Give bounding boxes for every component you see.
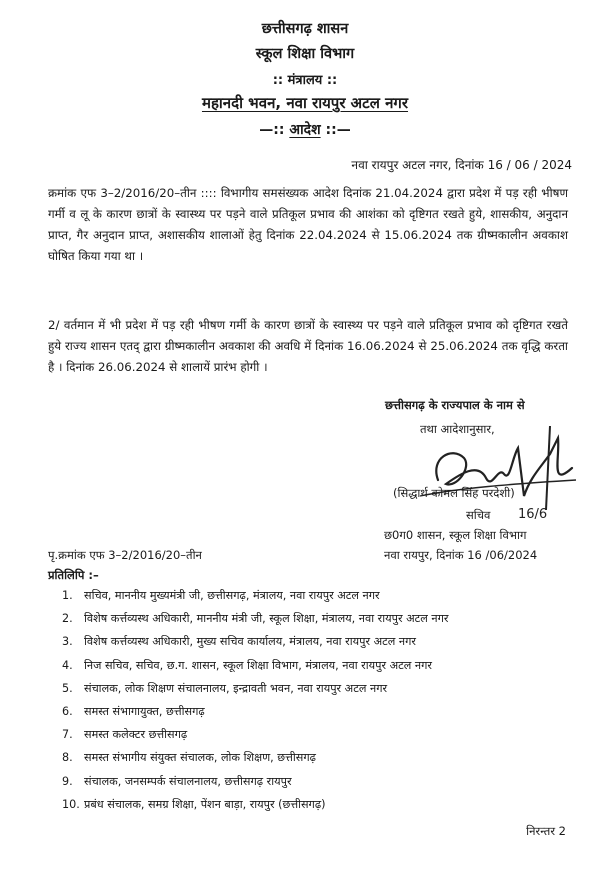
copy-to-label: प्रतिलिपि :– [48, 568, 99, 582]
list-item: 7. समस्त कलेक्टर छत्तीसगढ़ [62, 728, 188, 742]
header-order-title [0, 120, 610, 139]
order-dateline: नवा रायपुर अटल नगर, दिनांक 16 / 06 / 2024 [351, 158, 572, 172]
header-government: छत्तीसगढ़ शासन [261, 21, 349, 37]
order-title-prefix: —:: [259, 122, 290, 138]
order-paragraph-1: क्रमांक एफ 3–2/2016/20–तीन :::: विभागीय समसंख्यक आदेश दिनांक 21.04.2024 द्वारा प्रदेश में पड़ रही भीषण गर्मी व लू के कारण छात्रों के स्वास्थ्य पर पड़ने वाले प्रतिकूल प्रभाव की आशंका को दृष्टिगत रखते हुये, शासकीय, अनुदान प्राप्त, गैर अनुदान प्राप्त, अशासकीय शालाओं हेतु दिनांक 22.04.2024 से 15.06.2024 तक ग्रीष्मकालीन अवकाश घोषित किया गया था । [48, 186, 568, 263]
list-item: 10. प्रबंध संचालक, समग्र शिक्षा, पेंशन बाड़ा, रायपुर (छत्तीसगढ़) [62, 797, 326, 811]
header-address [0, 93, 610, 113]
copy-to-list [62, 584, 449, 816]
list-item: 6. समस्त संभागायुक्त, छत्तीसगढ़ [62, 704, 205, 718]
signatory-name: (सिद्धार्थ कोमल सिंह परदेशी) [393, 486, 515, 500]
list-item: 9. संचालक, जनसम्पर्क संचालनालय, छत्तीसगढ़ रायपुर [62, 774, 292, 788]
list-item: 8. समस्त संभागीय संयुक्त संचालक, लोक शिक्षण, छत्तीसगढ़ [62, 751, 316, 765]
order-title-suffix: ::— [320, 122, 351, 138]
handwritten-signature [400, 418, 590, 528]
list-item: 2. विशेष कर्त्तव्यस्थ अधिकारी, माननीय मंत्री जी, स्कूल शिक्षा, मंत्रालय, नवा रायपुर अटल नगर [62, 612, 449, 626]
signature-order-line: तथा आदेशानुसार, [420, 422, 495, 436]
header-department: स्कूल शिक्षा विभाग [255, 46, 355, 62]
list-item: 1. सचिव, माननीय मुख्यमंत्री जी, छत्तीसगढ़, मंत्रालय, नवा रायपुर अटल नगर [62, 589, 380, 602]
list-item: 5. संचालक, लोक शिक्षण संचालनालय, इन्द्रावती भवन, नवा रायपुर अटल नगर [62, 681, 388, 695]
handwritten-date: 16/6 [518, 507, 548, 522]
continued-page-note: निरन्तर 2 [526, 824, 566, 838]
signatory-place-date: नवा रायपुर, दिनांक 16 /06/2024 [384, 548, 538, 562]
header-address-text: महानदी भवन, नवा रायपुर अटल नगर [201, 94, 409, 112]
signatory-designation: सचिव [466, 508, 491, 522]
signatory-department: छ0ग0 शासन, स्कूल शिक्षा विभाग [384, 528, 527, 542]
list-item: 4. निज सचिव, सचिव, छ.ग. शासन, स्कूल शिक्षा विभाग, मंत्रालय, नवा रायपुर अटल नगर [62, 658, 433, 672]
list-item: 3. विशेष कर्त्तव्यस्थ अधिकारी, मुख्य सचिव कार्यालय, मंत्रालय, नवा रायपुर अटल नगर [62, 635, 416, 649]
endorsement-reference: पृ.क्रमांक एफ 3–2/2016/20–तीन [48, 548, 202, 562]
order-paragraph-2: 2/ वर्तमान में भी प्रदेश में पड़ रही भीषण गर्मी के कारण छात्रों के स्वास्थ्य पर पड़ने वाले प्रतिकूल प्रभाव को दृष्टिगत रखते हुये राज्य शासन एतद् द्वारा ग्रीष्मकालीन अवकाश की अवधि में दिनांक 16.06.2024 से 25.06.2024 तक वृद्धि करता है । दिनांक 26.06.2024 से शालायें प्रारंभ होगी । [48, 318, 568, 374]
order-title-text: आदेश [289, 122, 321, 138]
signature-authority-line: छत्तीसगढ़ के राज्यपाल के नाम से [385, 398, 525, 412]
header-ministry: :: मंत्रालय :: [272, 73, 338, 88]
